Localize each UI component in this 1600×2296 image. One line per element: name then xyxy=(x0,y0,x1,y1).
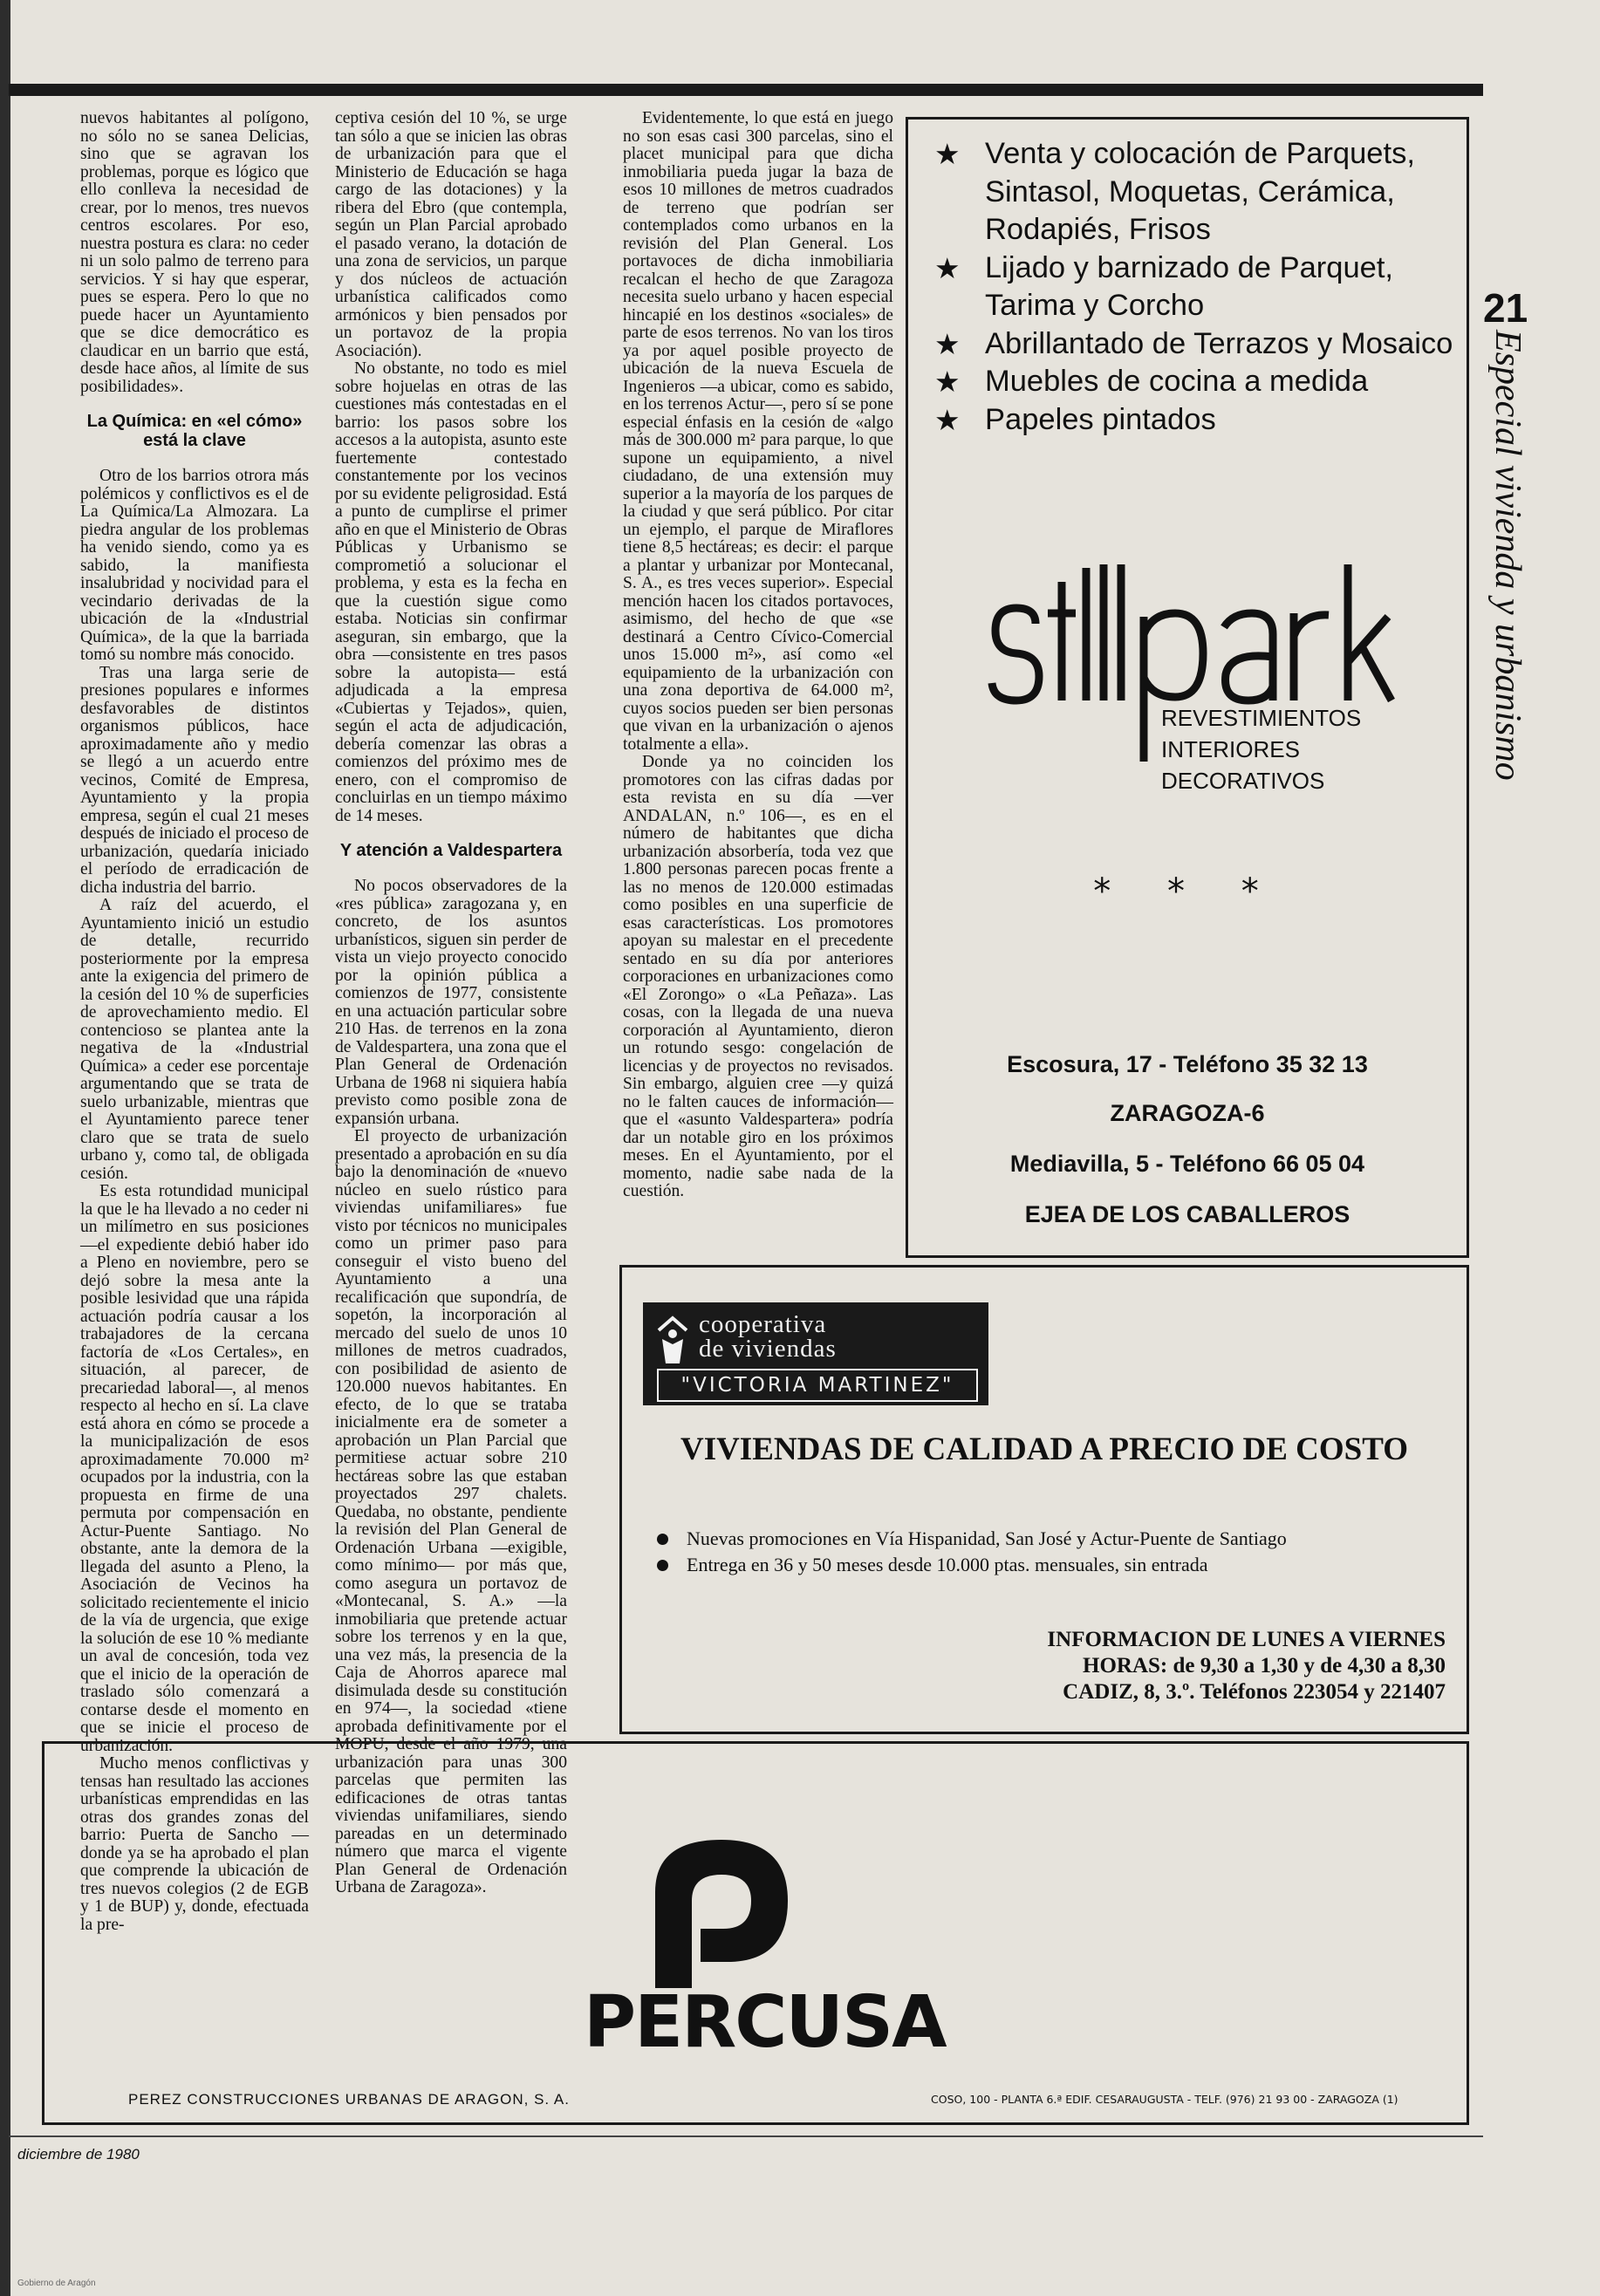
subheading: La Química: en «el cómo» está la clave xyxy=(86,412,303,450)
coop-bullet: Entrega en 36 y 50 meses desde 10.000 ptas. mensuales, sin entrada xyxy=(652,1552,1287,1578)
star-icon: ★ xyxy=(934,138,961,170)
percusa-wordmark: PERCUSA xyxy=(584,1981,946,2064)
coop-headline: VIVIENDAS DE CALIDAD A PRECIO DE COSTO xyxy=(680,1432,1409,1467)
subheading: Y atención a Valdespartera xyxy=(339,841,563,860)
article-column-2 xyxy=(335,110,567,1897)
paragraph: No pocos observadores de la «res pública» zaragozana y, en concreto, de los asuntos urbanísticos, siguen sin perder de vista un viejo proyecto conocido por la opinión pública a comienzos de 1977, consistente en una actuación particular sobre 210 Has. de terrenos en la zona de Valdespartera, una zona que el Plan General de Ordenación Urbana de 1968 ni siquiera había previsto como posible zona de expansión urbana. xyxy=(335,877,567,1128)
paragraph: Otro de los barrios otrora más polémicos y conflictivos es el de La Química/La Almozara. La piedra angular de los problemas ha venido siendo, como ya es sabido, la manifiesta insalubridad y nocividad para el vecindario derivadas de la ubicación de la «Industrial Química», de la que la barriada tomó su nombre más conocido. xyxy=(80,467,309,664)
service-item: ★ Venta y colocación de Parquets, Sintasol, Moquetas, Cerámica, Rodapiés, Frisos xyxy=(934,137,1415,246)
paragraph: El proyecto de urbanización presentado a aprobación en su día bajo la denominación de «nuevo núcleo en suelo rústico para viviendas unifamiliares» fue visto por técnicos no municipales como un primer paso para conseguir el visto bueno del Ayuntamiento a una recalificación que supondría, de sopetón, la incorporación al mercado del suelo de unos 10 millones de metros cuadrados, con posibilidad de asiento de 120.000 nuevos habitantes. En efecto, de lo que se trataba inicialmente era de someter a aprobación un Plan Parcial que permitiese actuar sobre 210 hectáreas sobre las que estaban proyectados 297 chalets. Quedaba, no obstante, pendiente la revisión del Plan General de Ordenación Urbana —exigible, como mínimo— por más que, como asegura un portavoz de «Montecanal, S. A.» —la inmobiliaria que pretende actuar sobre los terrenos y en la que, una vez más, la presencia de la Caja de Ahorros aparece mal disimulada desde su constitución en 974—, la sociedad «tiene aprobada definitivamente por el MOPU, desde el año 1979, una urbanización para unas 300 parcelas que permiten las edificaciones de otras tantas viviendas unifamiliares, siendo pareadas en un determinado número que marca el vigente Plan General de Ordenación Urbana de Zaragoza». xyxy=(335,1127,567,1896)
coop-banner xyxy=(643,1302,988,1405)
stilpark-tagline: REVESTIMIENTOS INTERIORES DECORATIVOS xyxy=(1161,705,1362,794)
paragraph: Es esta rotundidad municipal la que le ha llevado a no ceder ni un milímetro en sus posiciones —el expediente debió haber ido a Pleno en noviembre, pero se dejó sobre la mesa ante la posible lesividad que una rápida actuación podría causar a los trabajadores de la cercana factoría de «Los Certales», en situación, al parecer, de precariedad laboral—, al menos respecto al hecho en sí. La clave está ahora en cómo se procede a la municipalización de esos aproximadamente 70.000 m² ocupados por la industria, con la propuesta en firme de una permuta por compensación en Actur-Puente Santiago. No obstante, ante la demora de la llegada del asunto a Pleno, la Asociación de Vecinos ha solicitado recientemente el inicio de la vía de urgencia, que exige la solución de ese 10 % mediante un aval de concesión, toda vez que el inicio de la operación de traslado sólo comenzará a contarse desde el momento en que se inicie el proceso de urbanización. xyxy=(80,1182,309,1755)
services-list xyxy=(934,135,1458,439)
house-person-icon xyxy=(655,1315,690,1367)
percusa-advertisement xyxy=(42,1741,1469,2125)
service-item: ★ Lijado y barnizado de Parquet, Tarima y Corcho xyxy=(934,250,1393,322)
paragraph: Donde ya no coinciden los promotores con las cifras dadas por esta revista en su día —ver ANDALAN, n.º 106—, es en el número de habitantes que dicha urbanización absorbería, toda vez que 1.800 personas parecen pocas frente a las no menos de 120.000 estimadas como posibles en una superficie de esas características. Los promotores apoyan su malestar en el precedente sentado en su día por anteriores corporaciones en urbanizaciones como «El Zorongo» o «La Peñaza». Las cosas, con la llegada de una nueva corporación al Ayuntamiento, dieron un rotundo sesgo: congelación de licencias y de proyectos no revisados. Sin embargo, alguien cree —y quizá no le falten cauces de información— que el «asunto Valdespartera» podría dar un notable giro en los próximos meses. En el Ayuntamiento, por el momento, nadie sabe nada de la cuestión. xyxy=(623,753,893,1200)
address-ejea: Mediavilla, 5 - Teléfono 66 05 04 xyxy=(1009,1151,1365,1177)
address-zaragoza: Escosura, 17 - Teléfono 35 32 13 xyxy=(1007,1051,1368,1077)
footer-date: diciembre de 1980 xyxy=(17,2146,140,2163)
article-column-1 xyxy=(80,110,309,1934)
service-item: ★ Papeles pintados xyxy=(934,401,1458,440)
paragraph: Mucho menos conflictivas y tensas han resultado las acciones urbanísticas emprendidas en las otras dos grandes zonas del barrio: Puerta de Sancho —donde ya se ha aprobado el plan que comprende la ubicación de tres nuevos colegios (2 de EGB y 1 de BUP) y, donde, efectuada la pre- xyxy=(80,1754,309,1934)
star-icon: ★ xyxy=(934,327,961,360)
scan-edge xyxy=(0,0,10,2296)
percusa-p-logo xyxy=(643,1831,800,1988)
article-column-3 xyxy=(623,110,893,1201)
stilpark-advertisement xyxy=(906,117,1469,1258)
page-number: 21 xyxy=(1483,285,1528,331)
top-rule xyxy=(9,84,1483,96)
section-title: Especial vivienda y urbanismo xyxy=(1487,330,1528,781)
percusa-address: COSO, 100 - PLANTA 6.ª EDIF. CESARAUGUSTA - TELF. (976) 21 93 00 - ZARAGOZA (1) xyxy=(931,2093,1398,2106)
coop-line-1: cooperativa xyxy=(699,1310,827,1338)
city-ejea: EJEA DE LOS CABALLEROS xyxy=(1024,1201,1350,1227)
coop-bullet-list xyxy=(652,1526,1287,1578)
city-zaragoza: ZARAGOZA-6 xyxy=(1110,1100,1265,1126)
paragraph: A raíz del acuerdo, el Ayuntamiento inició un estudio de detalle, recurrido posteriormente por la empresa ante la exigencia del primero de la cesión del 10 % de superficies de aprovechamiento medio. El contencioso se plantea ante la negativa de la «Industrial Química» a ceder ese porcentaje argumentando que se trata de suelo urbanizable, mientras que el Ayuntamiento parece tener claro que se trata de suelo urbano y, como tal, de obligada cesión. xyxy=(80,896,309,1183)
paragraph: ceptiva cesión del 10 %, se urge tan sólo a que se inicien las obras de urbanización para que el Ministerio de Educación se haga cargo de las dotaciones) y la ribera del Ebro (que contempla, según un Plan Parcial aprobado el pasado verano, la dotación de una zona de servicios, un parque y dos núcleos de actuación urbanística calificados como armónicos y bien pensados por un portavoz de la propia Asociación). xyxy=(335,109,567,360)
coop-bullet: Nuevas promociones en Vía Hispanidad, San José y Actur-Puente de Santiago xyxy=(652,1526,1287,1552)
coop-name: "VICTORIA MARTINEZ" xyxy=(657,1369,978,1402)
star-icon: ★ xyxy=(934,366,961,398)
percusa-company: PEREZ CONSTRUCCIONES URBANAS DE ARAGON, S. A. xyxy=(128,2091,570,2108)
star-icon: ★ xyxy=(934,403,961,436)
service-item: ★ Muebles de cocina a medida xyxy=(934,363,1458,401)
bottom-rule xyxy=(9,2135,1483,2137)
archive-credit: Gobierno de Aragón xyxy=(17,2279,96,2288)
coop-contact-info: INFORMACION DE LUNES A VIERNES HORAS: de 9,30 a 1,30 y de 4,30 a 8,30 CADIZ, 8, 3.º. Teléfonos 223054 y 221407 xyxy=(1047,1628,1446,1704)
paragraph: Evidentemente, lo que está en juego no son esas casi 300 parcelas, sino el placet municipal para que dicha inmobiliaria pueda jugar la baza de esos 10 millones de metros cuadrados de terreno que podrían ser contemplados como urbanos en la revisión del Plan General. Los portavoces de dicha inmobiliaria recalcan el hecho de que Zaragoza necesita suelo urbano y hacen especial hincapié en los destinos «sociales» de parte de esos terrenos. No van los tiros ya por aquel posible proyecto de ubicación de la nueva Escuela de Ingenieros —a ubicar, como es sabido, en los terrenos Actur—, pero sí se pone especial énfasis en la cesión de «algo más de 300.000 m² para parque, lo que supone un equipamiento, a nivel ciudadano, de una extensión muy superior a la mayoría de los parques de la ciudad y que será público. Por citar un ejemplo, el parque de Miraflores tiene 8,5 hectáreas; es decir: el parque a plantar y urbanizar por Montecanal, S. A., es tres veces superior». Especial mención hacen los citados portavoces, asimismo, del hecho de que «se destinará a Centro Cívico-Comercial unos 15.000 m²», así como «el equipamiento de la urbanización con una zona deportiva de 64.000 m², cuyos socios pueden ser bien personas que vivan en la urbanización o ajenos totalmente a ella». xyxy=(623,109,893,754)
paragraph: nuevos habitantes al polígono, no sólo no se sanea Delicias, sino que se agravan los problemas, porque es lógico que ello conlleva la necesidad de crear, por lo menos, tres nuevos centros escolares. Por eso, nuestra postura es clara: no ceder ni un solo palmo de terreno para servicios. Y si hay que esperar, pues se espera. Pero lo que no puede hacer un Ayuntamiento que se dice democrático es claudicar en un barrio que está, desde hace años, al límite de sus posibilidades». xyxy=(80,109,309,396)
service-item: ★ Abrillantado de Terrazos y Mosaico xyxy=(934,325,1458,364)
paragraph: No obstante, no todo es miel sobre hojuelas en otras de las cuestiones más contestadas en el barrio: los pasos sobre los accesos a la autopista, asunto este fuertemente contestado constantemente por los vecinos por su evidente peligrosidad. Está a punto de cumplirse el primer año en que el Ministerio de Obras Públicas y Urbanismo se comprometió a solucionar el problema, y esta es la fecha en que la cuestión sigue como estaba. Noticias sin confirmar aseguran, sin embargo, que la obra —consistente en tres pasos sobre la autopista— está adjudicada a la empresa «Cubiertas y Tejados», quien, según el acta de adjudicación, debería comenzar las obras a comienzos del próximo mes de enero, con el compromiso de concluirlas en un tiempo máximo de 14 meses. xyxy=(335,359,567,825)
star-icon: ★ xyxy=(934,251,961,284)
paragraph: Tras una larga serie de presiones populares e informes desfavorables de distintos organismos públicos, hace aproximadamente año y medio se llegó a un acuerdo entre vecinos, Comité de Empresa, Ayuntamiento y la propia empresa, según el cual 21 meses después de iniciado el proceso de urbanización, quedaría iniciado el período de erradicación de dicha industria del barrio. xyxy=(80,663,309,897)
coop-line-2: de viviendas xyxy=(699,1335,837,1363)
cooperativa-advertisement xyxy=(619,1265,1469,1734)
decorative-stars: * * * xyxy=(1093,871,1282,912)
